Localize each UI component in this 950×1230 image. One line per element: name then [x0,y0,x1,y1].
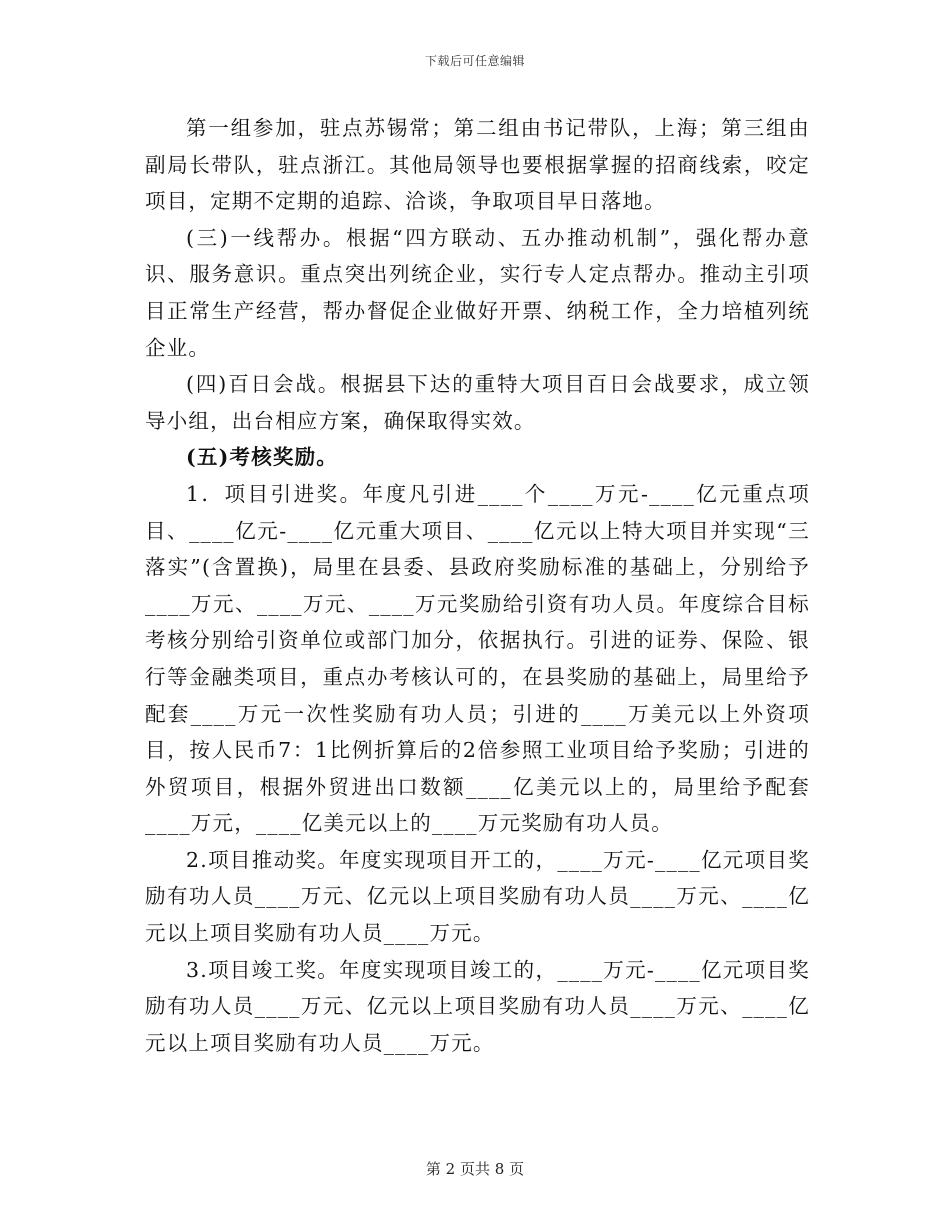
document-body [145,110,810,1061]
paragraph-project-promotion-award: 2.项目推动奖。年度实现项目开工的，____万元-____亿元项目奖励有功人员____万元、亿元以上项目奖励有功人员____万元、____亿元以上项目奖励有功人员____万元。 [145,847,810,946]
page-number-footer: 第 2 页共 8 页 [425,1160,525,1178]
paragraph-team-assignments: 第一组参加，驻点苏锡常；第二组由书记带队，上海；第三组由副局长带队，驻点浙江。其他局领导也要根据掌握的招商线索，咬定项目，定期不定期的追踪、洽谈，争取项目早日落地。 [145,116,810,214]
paragraph-frontline-assistance: (三)一线帮办。根据“四方联动、五办推动机制”，强化帮办意识、服务意识。重点突出列统企业，实行专人定点帮办。推动主引项目正常生产经营，帮办督促企业做好开票、纳税工作，全力培植列统企业。 [145,225,810,360]
paragraph-project-completion-award: 3.项目竣工奖。年度实现项目竣工的，____万元-____亿元项目奖励有功人员____万元、亿元以上项目奖励有功人员____万元、____亿元以上项目奖励有功人员____万元。 [145,957,810,1055]
paragraph-hundred-day-campaign: (四)百日会战。根据县下达的重特大项目百日会战要求，成立领导小组，出台相应方案，确保取得实效。 [145,372,810,433]
page-header: 下载后可任意编辑 [424,54,525,68]
section-heading-assessment-rewards: (五)考核奖励。 [186,445,338,470]
paragraph-project-introduction-award: 1．项目引进奖。年度凡引进____个____万元-____亿元重点项目、____亿元-____亿元重大项目、____亿元以上特大项目并实现“三落实”(含置换)，局里在县委、县政府奖励标准的基础上，分别给予____万元、____万元、____万元奖励给引资有功人员。年度综合目标考核分别给引资单位或部门加分，依据执行。引进的证券、保险、银行等金融类项目，重点办考核认可的，在县奖励的基础上，局里给予配套____万元一次性奖励有功人员；引进的____万美元以上外资项目，按人民币7：1比例折算后的2倍参照工业项目给予奖励；引进的外贸项目，根据外贸进出口数额____亿美元以上的，局里给予配套____万元，____亿美元以上的____万元奖励有功人员。 [145,481,810,836]
